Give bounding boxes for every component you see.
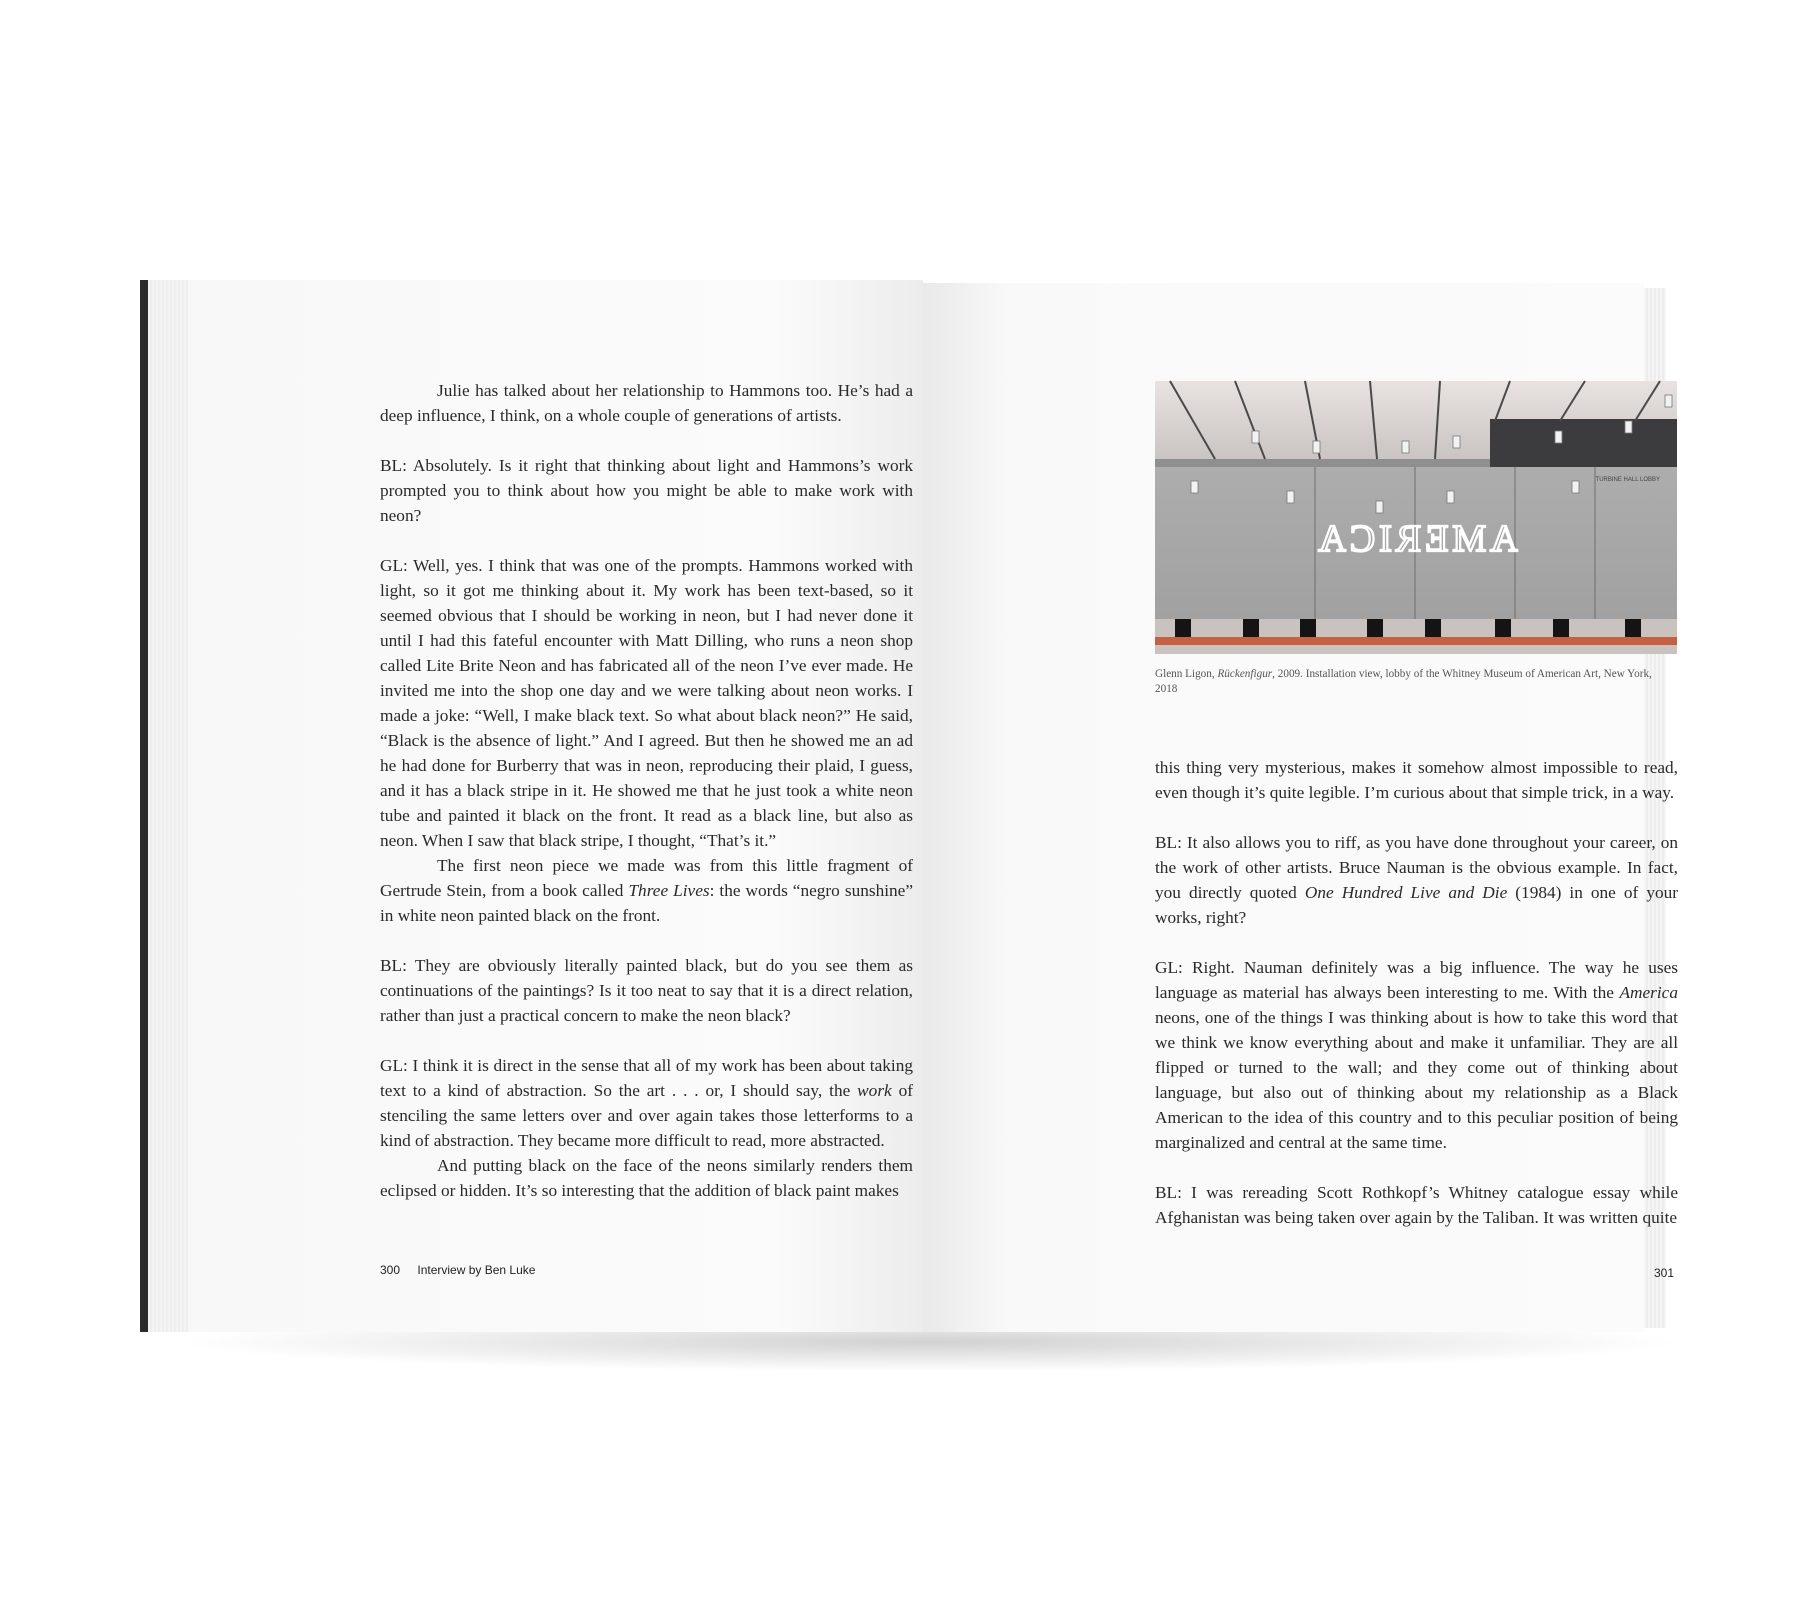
page-number-left: 300 [380,1263,401,1277]
paragraph: this thing very mysterious, makes it somehow almost impossible to read, even though it’s quite legible. I’m curious about that simple trick, in a way. [1155,758,1678,802]
book-cover-edge [140,280,148,1332]
right-page-body-text [1155,755,1678,1230]
paragraph: BL: They are obviously literally painted black, but do you see them as continuations of the paintings? Is it too neat to say that it is a direct relation, rather than just a practical concern to make the neon black? [380,956,913,1025]
paragraph: GL: I think it is direct in the sense that all of my work has been about taking text to a kind of abstraction. So the art . . . or, I should say, the work of stenciling the same letters over and over again takes those letterforms to a kind of abstraction. They became more difficult to read, more abstracted. [380,1056,914,1150]
paragraph: Julie has talked about her relationship to Hammons too. He’s had a deep influence, I think, on a whole couple of generations of artists. [380,381,913,425]
paragraph: GL: Right. Nauman definitely was a big influence. The way he uses language as material has always been interesting to me. With the America neons, one of the things I was thinking about is how to take this word that we think we know everything about and make it unfamiliar. They are all flipped or turned to the wall; and they come out of thinking about language, but also out of thinking about my relationship as a Black American to the idea of this country and to this peculiar position of being marginalized and central at the same time. [1155,958,1678,1152]
open-book [140,280,1679,1332]
running-head: Interview by Ben Luke [417,1263,536,1277]
page-number-right: 301 [1653,1266,1674,1280]
left-page-footer [380,1263,535,1277]
paragraph: And putting black on the face of the neons similarly renders them eclipsed or hidden. It’s so interesting that the addition of black paint makes [380,1156,913,1200]
figure-caption: Glenn Ligon, Rückenfigur, 2009. Installation view, lobby of the Whitney Museum of American Art, New York, 2018 [1155,668,1652,695]
wall-signage: TURBINE HALL LOBBY [1595,477,1660,483]
artwork-title: Rückenfigur [1217,668,1273,680]
paragraph: BL: Absolutely. Is it right that thinking about light and Hammons’s work prompted you to think about how you might be able to make work with neon? [380,456,913,525]
left-page [188,280,923,1332]
neon-sign: AMERICA [1314,518,1518,560]
paragraph: The first neon piece we made was from this little fragment of Gertrude Stein, from a book called Three Lives: the words “negro sunshine” in white neon painted black on the front. [380,856,913,925]
installation-photo [1155,381,1677,654]
paragraph: BL: It also allows you to riff, as you have done throughout your career, on the work of other artists. Bruce Nauman is the obvious example. In fact, you directly quoted One Hundred Live and Die (1984) in one of your works, right? [1155,833,1679,927]
page-edges-left [148,280,188,1332]
right-page [923,283,1679,1332]
paragraph: BL: I was rereading Scott Rothkopf’s Whitney catalogue essay while Afghanistan was being taken over again by the Taliban. It was written quite [1155,1183,1678,1227]
left-page-body-text [380,378,913,1203]
paragraph: GL: Well, yes. I think that was one of the prompts. Hammons worked with light, so it got me thinking about it. My work has been text-based, so it seemed obvious that I should be working in neon, but I had never done it until I had this fateful encounter with Matt Dilling, who runs a neon shop called Lite Brite Neon and has fabricated all of the neon I’ve ever made. He invited me into the shop one day and we were talking about neon works. I made a joke: “Well, I make black text. So what about black neon?” He said, “Black is the absence of light.” And I agreed. But then he showed me an ad he had done for Burberry that was in neon, reproducing their plaid, I guess, and it has a black stripe in it. He showed me that he just took a white neon tube and painted it black on the front. It read as a black line, but also as neon. When I saw that black stripe, I thought, “That’s it.” [380,556,913,850]
